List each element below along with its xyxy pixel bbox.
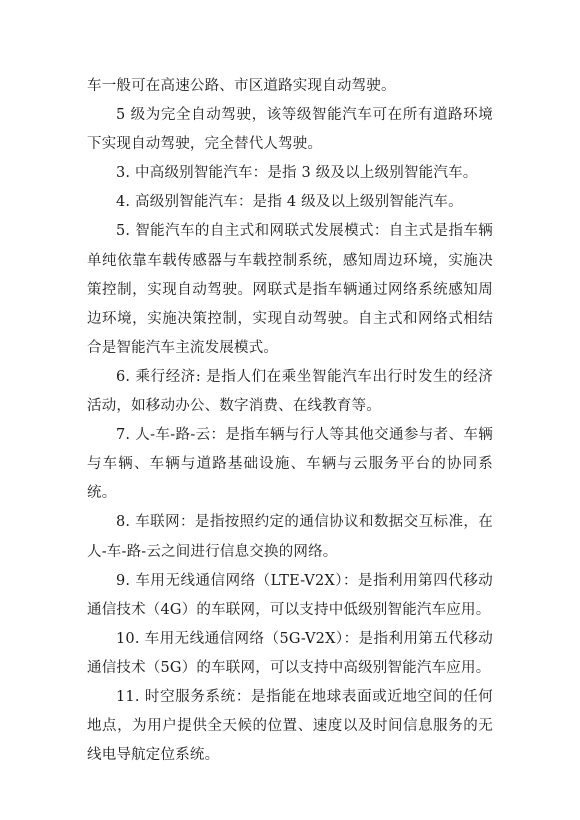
definition-item-6: 6. 乘行经济: 是指人们在乘坐智能汽车出行时发生的经济活动，如移动办公、数字消费、在线教育等。 — [87, 368, 493, 415]
definition-item-3: 3. 中高级别智能汽车：是指 3 级及以上级别智能汽车。 — [116, 165, 478, 182]
definition-item-7: 7. 人-车-路-云：是指车辆与行人等其他交通参与者、车辆与车辆、车辆与道路基础设施、车辆与云服务平台的协同系统。 — [87, 427, 493, 502]
document-body — [87, 72, 493, 770]
definition-item-5: 5. 智能汽车的自主式和网联式发展模式：自主式是指车辆单纯依靠车载传感器与车载控制系统，感知周边环境，实施决策控制，实现自动驾驶。网联式是指车辆通过网络系统感知周边环境，实施决策控制，实现自动驾驶。自主式和网络式相结合是智能汽车主流发展模式。 — [87, 223, 493, 356]
paragraph-level5-definition: 5 级为完全自动驾驶，该等级智能汽车可在所有道路环境下实现自动驾驶，完全替代人驾驶。 — [87, 107, 493, 153]
definition-item-8: 8. 车联网：是指按照约定的通信协议和数据交互标准，在人-车-路-云之间进行信息交换的网络。 — [87, 514, 493, 560]
definition-item-9: 9. 车用无线通信网络（LTE-V2X）：是指利用第四代移动通信技术（4G）的车联网，可以支持中低级别智能汽车应用。 — [87, 572, 493, 618]
definition-item-11: 11. 时空服务系统：是指能在地球表面或近地空间的任何地点，为用户提供全天候的位置、速度以及时间信息服务的无线电导航定位系统。 — [87, 688, 493, 764]
definition-item-10: 10. 车用无线通信网络（5G-V2X）：是指利用第五代移动通信技术（5G）的车联网，可以支持中高级别智能汽车应用。 — [87, 630, 493, 676]
definition-item-4: 4. 高级别智能汽车：是指 4 级及以上级别智能汽车。 — [116, 194, 463, 211]
paragraph-continuation: 车一般可在高速公路、市区道路实现自动驾驶。 — [87, 78, 396, 94]
